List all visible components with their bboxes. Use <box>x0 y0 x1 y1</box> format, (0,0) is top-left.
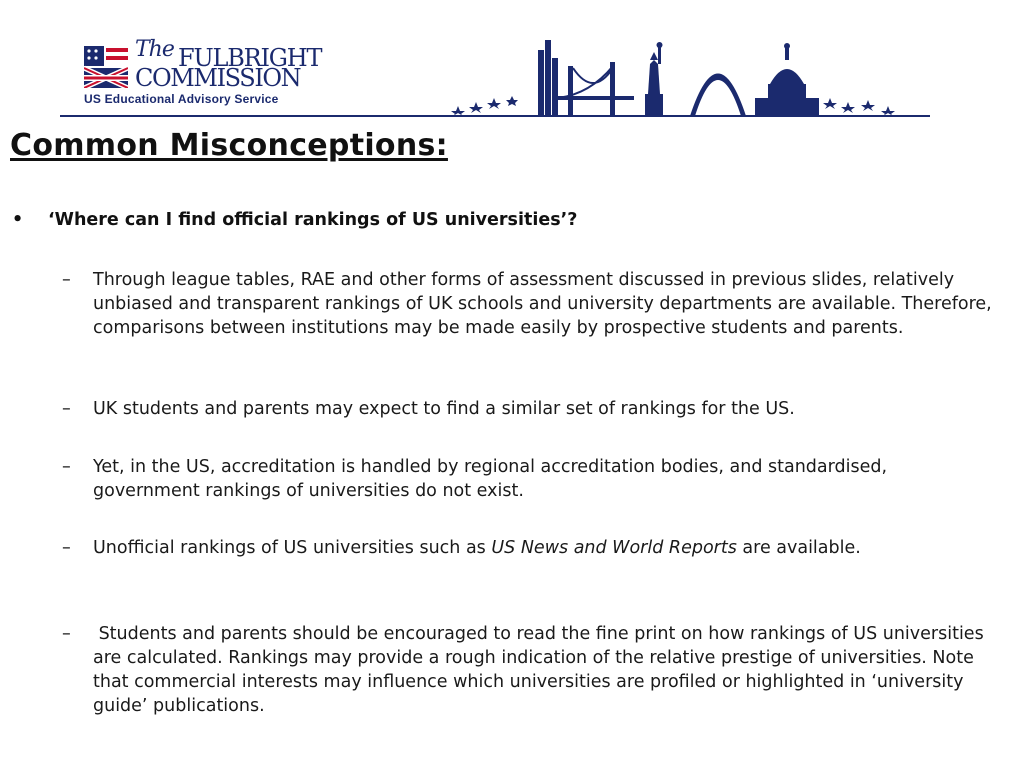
sub-item-text: Yet, in the US, accreditation is handled by regional accreditation bodies, and standardised, government rankings of universities do not exist. <box>93 457 888 501</box>
sub-item-text: UK students and parents may expect to find a similar set of rankings for the US. <box>93 399 795 419</box>
bullet-marker: • <box>12 210 24 230</box>
dash-marker: – <box>62 457 71 477</box>
logo-fulbright: FULBRIGHT <box>178 44 322 72</box>
dash-marker: – <box>62 399 71 419</box>
sub-item-text: Through league tables, RAE and other forms of assessment discussed in previous slides, relatively unbiased and transparent rankings of UK schools and university departments are available. Therefore, comparisons between institutions may be made easily by prospective students and parents. <box>93 270 992 338</box>
bullet-question: ‘Where can I find official rankings of US universities’? <box>48 210 578 230</box>
header-divider <box>60 115 930 117</box>
publication-name: US News and World Reports <box>491 538 737 558</box>
union-flag-icon <box>84 46 128 88</box>
logo-the: The <box>135 37 174 62</box>
dash-marker: – <box>62 270 71 290</box>
text-after: are available. <box>736 538 861 558</box>
sub-item-text: Students and parents should be encouraged to read the fine print on how rankings of US universities are calculated. Rankings may provide a rough indication of the relative prestige of universities. Note that commercial interests may influence which universities are profiled or highlighted in ‘university guide’ publications. <box>93 624 990 716</box>
logo-subtitle: US Educational Advisory Service <box>84 92 279 106</box>
slide-title: Common Misconceptions: <box>10 128 448 163</box>
logo-commission: COMMISSION <box>135 64 301 92</box>
text-before: Unofficial rankings of US universities such as <box>93 538 492 558</box>
dash-marker: – <box>62 538 71 558</box>
dash-marker: – <box>62 624 71 644</box>
sub-item-text <box>93 536 993 560</box>
us-skyline-illustration-icon <box>450 36 910 116</box>
